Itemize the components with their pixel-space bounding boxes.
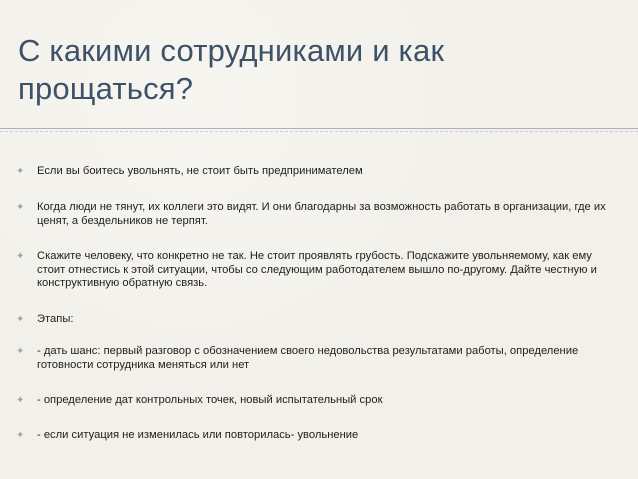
- star-bullet-icon: ✦: [16, 395, 25, 406]
- bullet-text: - дать шанс: первый разговор с обозначением своего недовольства результатами работы, определение готовности сотрудника меняться или нет: [37, 345, 579, 371]
- slide-title: С какими сотрудниками и как прощаться?: [18, 33, 445, 106]
- bullet-text: Скажите человеку, что конкретно не так. Не стоит проявлять грубость. Подскажите увольняемому, как ему стоит отнестись к этой ситуации, чтобы со следующим работодателем вышло по-другому. Дайте честную и конструктивную обратную связь.: [37, 250, 597, 289]
- star-bullet-icon: ✦: [16, 314, 25, 325]
- bullet-text: Когда люди не тянут, их коллеги это видят. И они благодарны за возможность работать в организации, где их ценят, а бездельников не терпят.: [37, 201, 606, 227]
- star-bullet-icon: ✦: [16, 346, 25, 357]
- star-bullet-icon: ✦: [16, 430, 25, 441]
- star-bullet-icon: ✦: [16, 202, 25, 213]
- star-bullet-icon: ✦: [16, 251, 25, 262]
- bullet-text: Если вы боитесь увольнять, не стоит быть предпринимателем: [37, 165, 363, 177]
- bullet-text: - определение дат контрольных точек, новый испытательный срок: [37, 394, 383, 406]
- bullet-text: - если ситуация не изменилась или повторилась- увольнение: [37, 429, 359, 441]
- bullet-text: Этапы:: [37, 313, 74, 325]
- star-bullet-icon: ✦: [16, 166, 25, 177]
